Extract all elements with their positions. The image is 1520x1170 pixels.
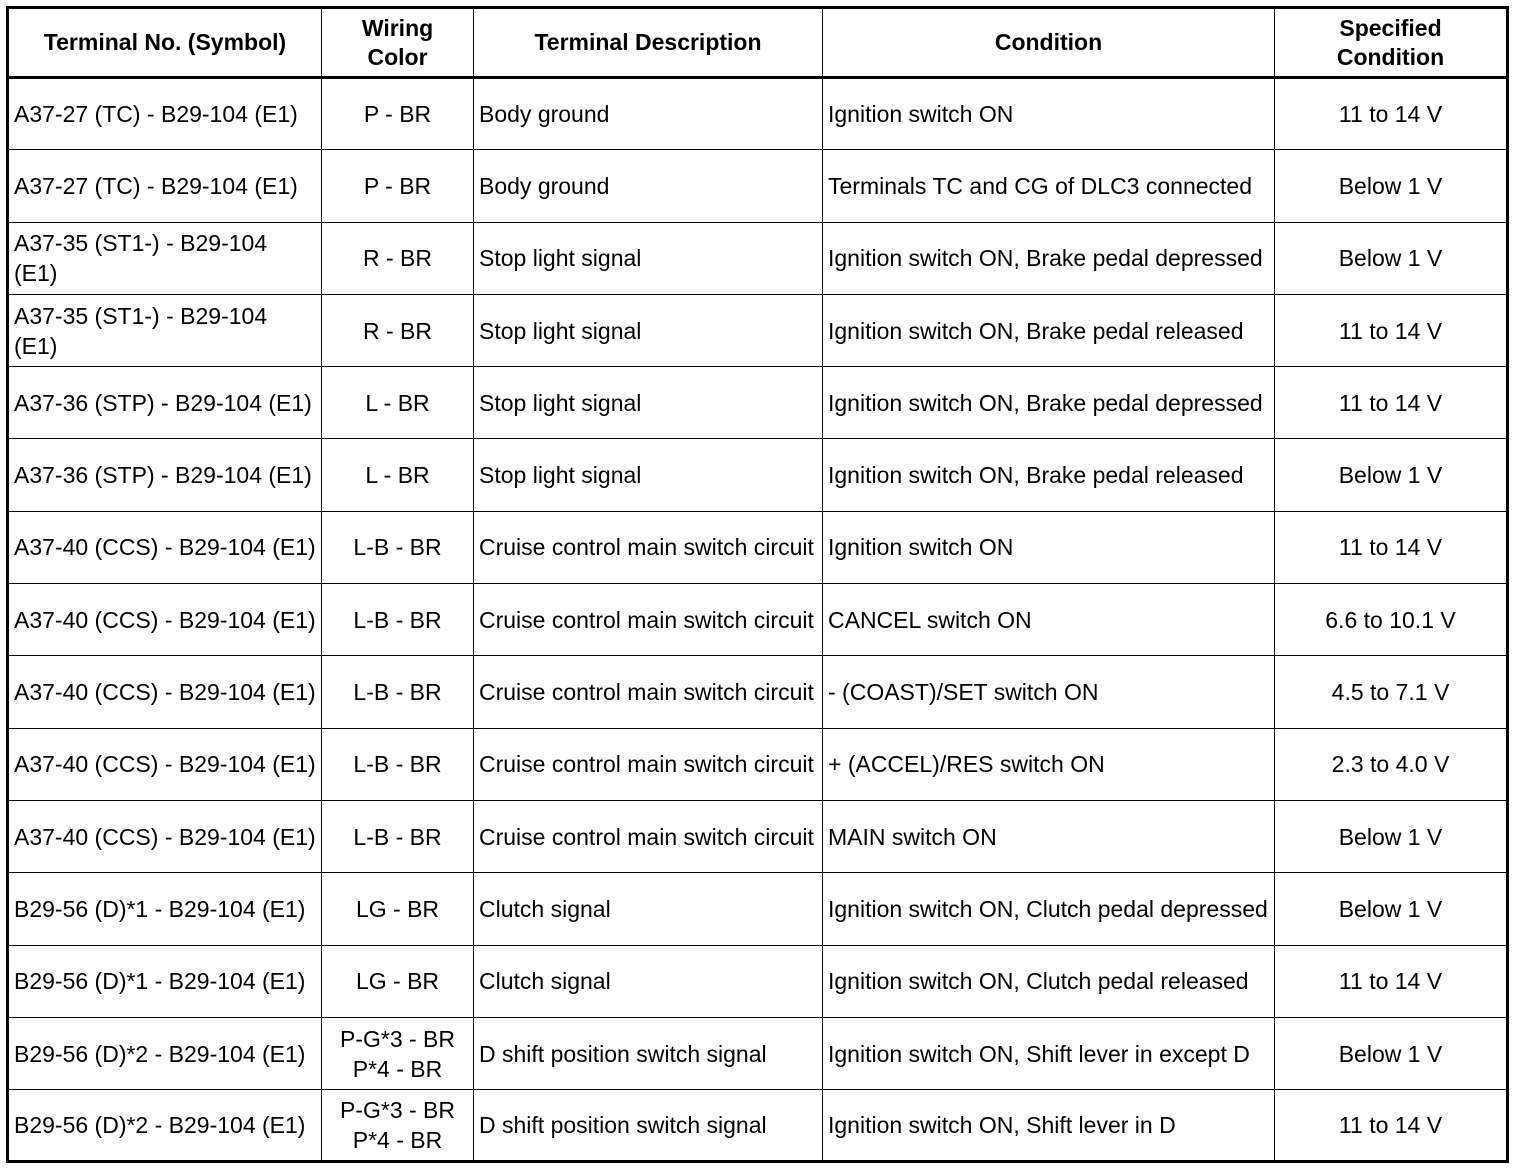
wiring-color-cell [322, 367, 474, 439]
wiring-color-value: L-B - BR [353, 751, 442, 778]
wiring-color-cell [322, 584, 474, 656]
table-row [8, 584, 1508, 656]
header-wiring-color [322, 8, 474, 78]
wiring-color-value: L-B - BR [353, 606, 442, 633]
table-row [8, 728, 1508, 800]
specified-condition-cell: Below 1 V [1275, 800, 1508, 872]
table-row [8, 800, 1508, 872]
terminal-inspection-table-wrapper [6, 6, 1509, 1163]
description-cell: Body ground [474, 150, 823, 222]
table-header [8, 8, 1508, 78]
condition-cell: Terminals TC and CG of DLC3 connected [823, 150, 1275, 222]
wiring-color-cell [322, 1017, 474, 1089]
description-cell: Stop light signal [474, 294, 823, 366]
specified-condition-cell: 11 to 14 V [1275, 511, 1508, 583]
condition-cell: CANCEL switch ON [823, 584, 1275, 656]
specified-condition-cell: Below 1 V [1275, 873, 1508, 945]
terminal-cell: A37-40 (CCS) - B29-104 (E1) [8, 728, 322, 800]
header-row [8, 8, 1508, 78]
wiring-color-value: L - BR [365, 462, 430, 489]
terminal-cell: A37-40 (CCS) - B29-104 (E1) [8, 511, 322, 583]
table-row [8, 1090, 1508, 1162]
terminal-cell: A37-40 (CCS) - B29-104 (E1) [8, 800, 322, 872]
terminal-cell: A37-27 (TC) - B29-104 (E1) [8, 150, 322, 222]
header-terminal: Terminal No. (Symbol) [8, 8, 322, 78]
wiring-color-cell [322, 1090, 474, 1162]
wiring-color-value: P - BR [363, 101, 432, 128]
terminal-cell: B29-56 (D)*1 - B29-104 (E1) [8, 945, 322, 1017]
wiring-color-cell [322, 222, 474, 294]
specified-condition-cell: Below 1 V [1275, 222, 1508, 294]
condition-cell: - (COAST)/SET switch ON [823, 656, 1275, 728]
wiring-color-value: LG - BR [355, 968, 440, 995]
header-description: Terminal Description [474, 8, 823, 78]
condition-cell: Ignition switch ON, Shift lever in except D [823, 1017, 1275, 1089]
header-specified-condition [1275, 8, 1508, 78]
terminal-cell: A37-36 (STP) - B29-104 (E1) [8, 439, 322, 511]
description-cell: Body ground [474, 78, 823, 150]
wiring-color-value: P-G*3 - BR [339, 1097, 456, 1124]
terminal-cell: A37-36 (STP) - B29-104 (E1) [8, 367, 322, 439]
wiring-color-cell [322, 728, 474, 800]
specified-condition-cell: 11 to 14 V [1275, 945, 1508, 1017]
terminal-cell: A37-35 (ST1-) - B29-104 (E1) [8, 222, 322, 294]
specified-condition-cell: Below 1 V [1275, 150, 1508, 222]
specified-condition-cell: 11 to 14 V [1275, 294, 1508, 366]
terminal-inspection-table [6, 6, 1509, 1163]
wiring-color-value: R - BR [363, 317, 432, 344]
terminal-cell: A37-40 (CCS) - B29-104 (E1) [8, 584, 322, 656]
condition-cell: + (ACCEL)/RES switch ON [823, 728, 1275, 800]
header-wiring-line1: Wiring [361, 14, 434, 41]
wiring-color-cell [322, 656, 474, 728]
condition-cell: Ignition switch ON [823, 511, 1275, 583]
table-row [8, 367, 1508, 439]
wiring-color-cell [322, 511, 474, 583]
header-specified-line1: Specified [1339, 14, 1442, 41]
wiring-color-value: L-B - BR [353, 679, 442, 706]
terminal-cell: B29-56 (D)*2 - B29-104 (E1) [8, 1090, 322, 1162]
table-row [8, 222, 1508, 294]
header-wiring-line2: Color [367, 43, 428, 70]
table-row [8, 873, 1508, 945]
description-cell: Stop light signal [474, 367, 823, 439]
wiring-color-value: L-B - BR [353, 534, 442, 561]
table-row [8, 945, 1508, 1017]
wiring-color-value: L-B - BR [353, 823, 442, 850]
condition-cell: Ignition switch ON, Brake pedal depressed [823, 367, 1275, 439]
table-row [8, 1017, 1508, 1089]
description-cell: D shift position switch signal [474, 1017, 823, 1089]
table-row [8, 656, 1508, 728]
description-cell: Cruise control main switch circuit [474, 800, 823, 872]
description-cell: Stop light signal [474, 439, 823, 511]
description-cell: Clutch signal [474, 945, 823, 1017]
specified-condition-cell: 6.6 to 10.1 V [1275, 584, 1508, 656]
wiring-color-cell [322, 294, 474, 366]
description-cell: Cruise control main switch circuit [474, 511, 823, 583]
wiring-color-value: P*4 - BR [352, 1055, 443, 1082]
specified-condition-cell: Below 1 V [1275, 1017, 1508, 1089]
wiring-color-cell [322, 873, 474, 945]
condition-cell: Ignition switch ON, Clutch pedal depressed [823, 873, 1275, 945]
header-specified-line2: Condition [1336, 43, 1445, 70]
table-row [8, 511, 1508, 583]
description-cell: Cruise control main switch circuit [474, 584, 823, 656]
table-row [8, 439, 1508, 511]
wiring-color-cell [322, 439, 474, 511]
specified-condition-cell: 11 to 14 V [1275, 1090, 1508, 1162]
wiring-color-cell [322, 945, 474, 1017]
description-cell: Cruise control main switch circuit [474, 656, 823, 728]
specified-condition-cell: 2.3 to 4.0 V [1275, 728, 1508, 800]
wiring-color-value: L - BR [365, 389, 430, 416]
wiring-color-cell [322, 78, 474, 150]
specified-condition-cell: 11 to 14 V [1275, 78, 1508, 150]
description-cell: Clutch signal [474, 873, 823, 945]
table-body [8, 78, 1508, 1162]
table-row [8, 78, 1508, 150]
terminal-cell: A37-27 (TC) - B29-104 (E1) [8, 78, 322, 150]
table-row [8, 150, 1508, 222]
condition-cell: Ignition switch ON, Brake pedal depressed [823, 222, 1275, 294]
condition-cell: Ignition switch ON [823, 78, 1275, 150]
description-cell: D shift position switch signal [474, 1090, 823, 1162]
terminal-cell: B29-56 (D)*2 - B29-104 (E1) [8, 1017, 322, 1089]
terminal-cell: A37-35 (ST1-) - B29-104 (E1) [8, 294, 322, 366]
specified-condition-cell: Below 1 V [1275, 439, 1508, 511]
specified-condition-cell: 11 to 14 V [1275, 367, 1508, 439]
header-condition: Condition [823, 8, 1275, 78]
terminal-cell: A37-40 (CCS) - B29-104 (E1) [8, 656, 322, 728]
specified-condition-cell: 4.5 to 7.1 V [1275, 656, 1508, 728]
condition-cell: Ignition switch ON, Brake pedal released [823, 294, 1275, 366]
wiring-color-cell [322, 800, 474, 872]
wiring-color-value: P*4 - BR [352, 1127, 443, 1154]
description-cell: Stop light signal [474, 222, 823, 294]
condition-cell: MAIN switch ON [823, 800, 1275, 872]
condition-cell: Ignition switch ON, Shift lever in D [823, 1090, 1275, 1162]
description-cell: Cruise control main switch circuit [474, 728, 823, 800]
wiring-color-value: R - BR [363, 245, 432, 272]
terminal-cell: B29-56 (D)*1 - B29-104 (E1) [8, 873, 322, 945]
wiring-color-value: LG - BR [355, 895, 440, 922]
condition-cell: Ignition switch ON, Clutch pedal released [823, 945, 1275, 1017]
wiring-color-cell [322, 150, 474, 222]
table-row [8, 294, 1508, 366]
wiring-color-value: P - BR [363, 172, 432, 199]
wiring-color-value: P-G*3 - BR [339, 1025, 456, 1052]
condition-cell: Ignition switch ON, Brake pedal released [823, 439, 1275, 511]
